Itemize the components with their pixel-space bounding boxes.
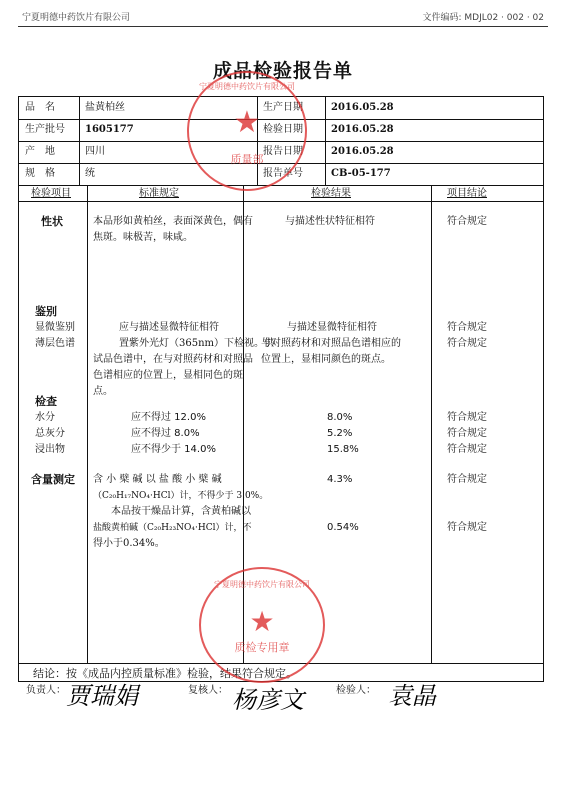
micro-id-result: 与描述显微特征相符 bbox=[287, 322, 377, 333]
traits-conclusion: 符合规定 bbox=[447, 216, 487, 227]
inspection-date-value: 2016.05.28 bbox=[331, 124, 394, 135]
micro-id-standard: 应与描述显微特征相符 bbox=[119, 322, 219, 333]
column-divider bbox=[79, 97, 80, 185]
ash-result: 5.2% bbox=[327, 428, 353, 439]
tlc-label: 薄层色谱 bbox=[35, 338, 75, 349]
document-code: 文件编码: MDJL02 · 002 · 02 bbox=[422, 13, 544, 23]
company-header: 宁夏明德中药饮片有限公司 bbox=[22, 13, 131, 23]
production-date-value: 2016.05.28 bbox=[331, 102, 394, 113]
report-number-label: 报告单号 bbox=[263, 168, 303, 179]
extract-standard: 应不得少于 14.0% bbox=[131, 444, 216, 455]
assay-conclusion-phellodendrine: 符合规定 bbox=[447, 522, 487, 533]
micro-id-conclusion: 符合规定 bbox=[447, 322, 487, 333]
tlc-standard-line: 置紫外光灯（365nm）下检视。供 bbox=[119, 338, 275, 349]
responsible-signature: 贾瑞娟 bbox=[66, 682, 138, 710]
responsible-label: 负责人： bbox=[26, 685, 66, 696]
tlc-conclusion: 符合规定 bbox=[447, 338, 487, 349]
inspection-date-label: 检验日期 bbox=[263, 124, 303, 135]
assay-label: 含量测定 bbox=[31, 473, 75, 486]
batch-number-value: 1605177 bbox=[85, 124, 134, 135]
moisture-standard: 应不得过 12.0% bbox=[131, 412, 206, 423]
page-title: 成品检验报告单 bbox=[212, 60, 353, 82]
inspector-signature: 袁晶 bbox=[388, 682, 436, 710]
inspector-label: 检验人： bbox=[336, 685, 376, 696]
assay-conclusion-berberine: 符合规定 bbox=[447, 474, 487, 485]
tlc-standard-line: 点。 bbox=[93, 386, 113, 397]
extract-result: 15.8% bbox=[327, 444, 359, 455]
micro-id-label: 显微鉴别 bbox=[35, 322, 75, 333]
column-header-item: 检验项目 bbox=[31, 188, 71, 199]
assay-standard-line: 含 小 檗 碱 以 盐 酸 小 檗 碱 bbox=[93, 474, 222, 485]
batch-number-label: 生产批号 bbox=[25, 124, 65, 135]
conclusion-text: 结论：按《成品内控质量标准》检验，结果符合规定。 bbox=[33, 667, 297, 680]
report-date-label: 报告日期 bbox=[263, 146, 303, 157]
star-icon: ★ bbox=[249, 605, 275, 638]
header-divider bbox=[18, 26, 548, 27]
assay-result-phellodendrine: 0.54% bbox=[327, 522, 359, 533]
traits-result: 与描述性状特征相符 bbox=[285, 216, 375, 227]
spec-label: 规 格 bbox=[25, 168, 55, 179]
row-divider bbox=[19, 185, 543, 186]
ash-label: 总灰分 bbox=[35, 428, 65, 439]
production-date-label: 生产日期 bbox=[263, 102, 303, 113]
tlc-standard-line: 色谱相应的位置上，显相同色的斑 bbox=[93, 370, 243, 381]
report-date-value: 2016.05.28 bbox=[331, 146, 394, 157]
column-divider bbox=[87, 185, 88, 663]
reviewer-label: 复核人： bbox=[188, 685, 228, 696]
column-divider bbox=[325, 97, 326, 185]
qc-seal-stamp: 宁夏明德中药饮片有限公司 ★ 质检专用章 bbox=[199, 567, 325, 683]
star-icon: ★ bbox=[233, 105, 261, 140]
column-header-result: 检验结果 bbox=[311, 188, 351, 199]
extract-label: 浸出物 bbox=[35, 444, 65, 455]
assay-standard-line: 得小于0.34%。 bbox=[93, 538, 165, 549]
report-number-value: CB-05-177 bbox=[331, 168, 391, 179]
origin-label: 产 地 bbox=[25, 146, 55, 157]
ash-standard: 应不得过 8.0% bbox=[131, 428, 200, 439]
column-divider bbox=[431, 185, 432, 663]
assay-standard-line: 本品按干燥品计算，含黄柏碱以 bbox=[111, 506, 251, 517]
report-table bbox=[18, 82, 544, 682]
traits-label: 性状 bbox=[41, 215, 63, 228]
moisture-result: 8.0% bbox=[327, 412, 353, 423]
inspection-label: 检查 bbox=[35, 395, 57, 408]
identification-label: 鉴别 bbox=[35, 305, 57, 318]
product-name-label: 品 名 bbox=[25, 102, 55, 113]
tlc-standard-line: 试品色谱中，在与对照药材和对照品 bbox=[93, 354, 253, 365]
quality-dept-stamp: 宁夏明德中药饮片有限公司 ★ 质量部 bbox=[187, 71, 307, 191]
assay-result-berberine: 4.3% bbox=[327, 474, 353, 485]
traits-standard-line: 焦斑。味极苦，味咸。 bbox=[93, 232, 193, 243]
tlc-result-line: 位置上，显相同颜色的斑点。 bbox=[261, 354, 391, 365]
column-header-divider bbox=[19, 201, 543, 202]
traits-standard-line: 本品形如黄柏丝，表面深黄色，偶有 bbox=[93, 216, 253, 227]
moisture-conclusion: 符合规定 bbox=[447, 412, 487, 423]
ash-conclusion: 符合规定 bbox=[447, 428, 487, 439]
assay-standard-line: （C₂₀H₁₇NO₄·HCl）计，不得少于 3.0%。 bbox=[93, 491, 269, 501]
tlc-result-line: 与对照药材和对照品色谱相应的 bbox=[261, 338, 401, 349]
product-name-value: 盐黄柏丝 bbox=[85, 102, 125, 113]
moisture-label: 水分 bbox=[35, 412, 55, 423]
column-header-conclusion: 项目结论 bbox=[447, 188, 487, 199]
extract-conclusion: 符合规定 bbox=[447, 444, 487, 455]
assay-standard-line: 盐酸黄柏碱（C₂₀H₂₃NO₄·HCl）计，不 bbox=[93, 523, 252, 533]
spec-value: 统 bbox=[85, 168, 95, 179]
reviewer-signature: 杨彦文 bbox=[232, 686, 304, 714]
origin-value: 四川 bbox=[85, 146, 105, 157]
column-header-standard: 标准规定 bbox=[139, 188, 179, 199]
